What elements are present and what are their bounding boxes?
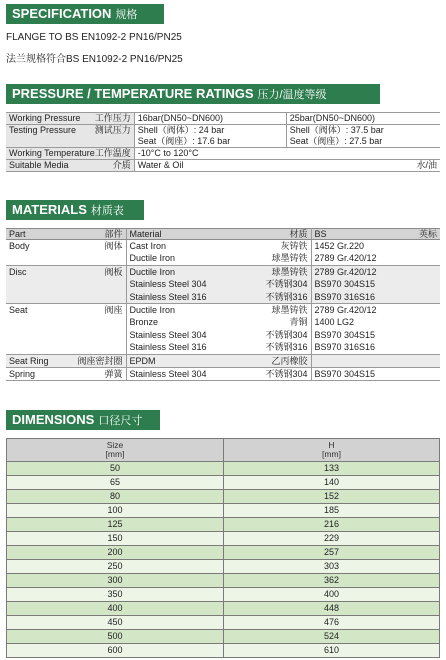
- material-en: Ductile Iron: [129, 266, 176, 277]
- material-cell: [126, 304, 311, 355]
- pn25-cell: 25bar(DN50~DN600): [286, 113, 440, 125]
- dims-row: [7, 644, 440, 658]
- row-label: Working Temperature: [9, 148, 95, 158]
- dimensions-title-cn: 口径尺寸: [98, 415, 143, 427]
- material-en: Ductile Iron: [129, 253, 176, 264]
- pn16-cell: [134, 125, 286, 148]
- material-cn: 不锈钢304: [265, 279, 308, 290]
- dims-header-row: [7, 439, 440, 462]
- part-cell: [6, 265, 126, 303]
- part-cn: 阀体: [104, 241, 123, 251]
- media-cell: [134, 160, 440, 172]
- header-bs-en: BS: [314, 229, 327, 239]
- row-label: Suitable Media: [9, 160, 69, 170]
- material-cn: 球墨铸铁: [271, 253, 308, 264]
- material-row: [6, 265, 440, 303]
- h-cell: 362: [224, 574, 440, 588]
- bs-cell: [311, 304, 440, 355]
- material-row: [6, 368, 440, 381]
- pressure-heading: [6, 84, 380, 104]
- specification-heading: [6, 4, 164, 24]
- size-cell: 300: [7, 574, 224, 588]
- h-cell: 229: [224, 532, 440, 546]
- bs-cell: [311, 240, 440, 266]
- dimensions-title: DIMENSIONS: [12, 412, 95, 427]
- material-en: Bronze: [129, 317, 159, 328]
- materials-body: [6, 240, 440, 381]
- part-cell: [6, 354, 126, 367]
- h-cell: 303: [224, 560, 440, 574]
- material-cell: [126, 368, 311, 381]
- bs-standard: 1400 LG2: [314, 317, 355, 328]
- part-cn: 阀座: [104, 305, 123, 316]
- seat-pressure: Seat（阀座）: 17.6 bar: [137, 136, 231, 146]
- pressure-title-cn: 压力/温度等级: [257, 89, 327, 101]
- header-part-cn: 部件: [104, 229, 123, 239]
- material-cn: 不锈钢316: [265, 291, 308, 302]
- bs-cell: [311, 265, 440, 303]
- pressure-label-cell: [6, 148, 134, 160]
- media-cn: 水/油: [416, 160, 437, 170]
- h-cell: 185: [224, 504, 440, 518]
- part-cell: [6, 240, 126, 266]
- media-en: Water & Oil: [137, 160, 184, 170]
- bs-standard: BS970 304S15: [314, 279, 376, 290]
- pressure-table: [6, 112, 440, 172]
- bs-standard: 2789 Gr.420/12: [314, 266, 377, 277]
- h-cell: 610: [224, 644, 440, 658]
- size-label: Size: [106, 440, 124, 450]
- row-label-cn: 测试压力: [94, 125, 131, 135]
- dimensions-heading: [6, 410, 160, 430]
- materials-heading: [6, 200, 144, 220]
- size-cell: 125: [7, 518, 224, 532]
- dims-row: [7, 588, 440, 602]
- shell-pressure: Shell（阀体）: 24 bar: [137, 125, 225, 135]
- h-cell: 524: [224, 630, 440, 644]
- part-cn: 阀板: [104, 266, 123, 277]
- size-cell: 80: [7, 490, 224, 504]
- dims-row: [7, 546, 440, 560]
- h-cell: 448: [224, 602, 440, 616]
- size-cell: 65: [7, 476, 224, 490]
- size-cell: 450: [7, 616, 224, 630]
- material-en: Stainless Steel 304: [129, 329, 207, 340]
- size-cell: 600: [7, 644, 224, 658]
- material-en: EPDM: [129, 355, 156, 366]
- header-part: [6, 229, 126, 240]
- header-part-en: Part: [9, 229, 26, 239]
- dims-row: [7, 532, 440, 546]
- pressure-row: [6, 160, 440, 172]
- material-cn: 灰铸铁: [280, 241, 308, 251]
- h-cell: 140: [224, 476, 440, 490]
- material-cn: 不锈钢304: [265, 329, 308, 340]
- dims-row: [7, 602, 440, 616]
- specification-title: SPECIFICATION: [12, 6, 112, 21]
- seat-pressure: Seat（阀座）: 27.5 bar: [289, 136, 383, 146]
- dims-row: [7, 574, 440, 588]
- h-cell: 133: [224, 462, 440, 476]
- pressure-label-cell: [6, 125, 134, 148]
- pressure-label-cell: [6, 113, 134, 125]
- material-en: Stainless Steel 304: [129, 369, 207, 380]
- material-row: [6, 354, 440, 367]
- row-label: Working Pressure: [9, 113, 81, 123]
- dims-row: [7, 518, 440, 532]
- material-cn: 球墨铸铁: [271, 305, 308, 316]
- spec-line-en: FLANGE TO BS EN1092-2 PN16/PN25: [6, 32, 182, 43]
- bs-standard: [315, 355, 438, 367]
- part-en: Body: [9, 241, 30, 251]
- row-label-cn: 介质: [112, 160, 131, 170]
- pn25-cell: [286, 125, 440, 148]
- dims-row: [7, 630, 440, 644]
- material-cell: [126, 354, 311, 367]
- header-bs-cn: 英标: [418, 229, 437, 239]
- material-cn: 乙丙橡胶: [271, 355, 308, 366]
- header-bs: [311, 229, 440, 240]
- part-en: Disc: [9, 266, 27, 277]
- materials-title: MATERIALS: [12, 202, 87, 217]
- bs-standard: BS970 304S15: [314, 369, 376, 380]
- dimensions-table: [6, 438, 440, 658]
- size-cell: 500: [7, 630, 224, 644]
- pressure-row: [6, 113, 440, 125]
- material-cn: 不锈钢316: [265, 342, 308, 353]
- size-cell: 100: [7, 504, 224, 518]
- dims-row: [7, 616, 440, 630]
- bs-cell: [311, 368, 440, 381]
- part-cell: [6, 368, 126, 381]
- bs-standard: BS970 316S16: [314, 342, 376, 353]
- shell-pressure: Shell（阀体）: 37.5 bar: [289, 125, 384, 135]
- material-cell: [126, 240, 311, 266]
- row-label-cn: 工作温度: [94, 148, 131, 158]
- header-material-cn: 材质: [289, 229, 308, 239]
- pressure-row: [6, 148, 440, 160]
- temperature-cell: -10°C to 120°C: [134, 148, 440, 160]
- material-cell: [126, 265, 311, 303]
- pressure-title: PRESSURE / TEMPERATURE RATINGS: [12, 86, 254, 101]
- materials-title-cn: 材质表: [90, 205, 124, 217]
- header-material-en: Material: [129, 229, 162, 239]
- size-cell: 400: [7, 602, 224, 616]
- size-cell: 50: [7, 462, 224, 476]
- row-label: Testing Pressure: [9, 125, 77, 135]
- bs-standard: 1452 Gr.220: [314, 241, 365, 251]
- bs-standard: 2789 Gr.420/12: [314, 253, 377, 264]
- pressure-label-cell: [6, 160, 134, 172]
- part-en: Seat: [9, 305, 28, 316]
- material-en: Stainless Steel 316: [129, 291, 207, 302]
- material-cn: 不锈钢304: [265, 369, 308, 380]
- dims-row: [7, 476, 440, 490]
- part-en: Seat Ring: [9, 355, 49, 366]
- material-row: [6, 240, 440, 266]
- part-cn: 弹簧: [104, 369, 123, 380]
- dims-row: [7, 490, 440, 504]
- part-cell: [6, 304, 126, 355]
- size-cell: 350: [7, 588, 224, 602]
- size-cell: 150: [7, 532, 224, 546]
- header-size: [7, 439, 224, 462]
- size-cell: 250: [7, 560, 224, 574]
- dims-row: [7, 504, 440, 518]
- h-cell: 216: [224, 518, 440, 532]
- h-cell: 257: [224, 546, 440, 560]
- part-cn: 阀座密封圈: [77, 355, 123, 366]
- material-row: [6, 304, 440, 355]
- pn16-cell: 16bar(DN50~DN600): [134, 113, 286, 125]
- materials-table: [6, 228, 440, 381]
- material-en: Cast Iron: [129, 241, 167, 251]
- header-h: [224, 439, 440, 462]
- specification-title-cn: 规格: [115, 9, 138, 21]
- bs-standard: BS970 304S15: [314, 329, 376, 340]
- material-en: Stainless Steel 316: [129, 342, 207, 353]
- material-en: Ductile Iron: [129, 305, 176, 316]
- materials-header-row: [6, 229, 440, 240]
- dims-body: [7, 462, 440, 658]
- spec-line-cn: 法兰规格符合BS EN1092-2 PN16/PN25: [6, 54, 183, 65]
- dims-row: [7, 560, 440, 574]
- dims-row: [7, 462, 440, 476]
- bs-standard: BS970 316S16: [314, 291, 376, 302]
- h-unit: [mm]: [322, 449, 341, 459]
- material-en: Stainless Steel 304: [129, 279, 207, 290]
- material-cn: 青铜: [289, 317, 308, 328]
- part-en: Spring: [9, 369, 36, 380]
- row-label-cn: 工作压力: [94, 113, 131, 123]
- pressure-row: [6, 125, 440, 148]
- size-cell: 200: [7, 546, 224, 560]
- material-cn: 球墨铸铁: [271, 266, 308, 277]
- bs-cell: [311, 354, 440, 367]
- h-cell: 152: [224, 490, 440, 504]
- size-unit: [mm]: [105, 449, 125, 459]
- h-cell: 400: [224, 588, 440, 602]
- h-label: H: [328, 440, 335, 450]
- header-material: [126, 229, 311, 240]
- bs-standard: 2789 Gr.420/12: [314, 305, 377, 316]
- h-cell: 476: [224, 616, 440, 630]
